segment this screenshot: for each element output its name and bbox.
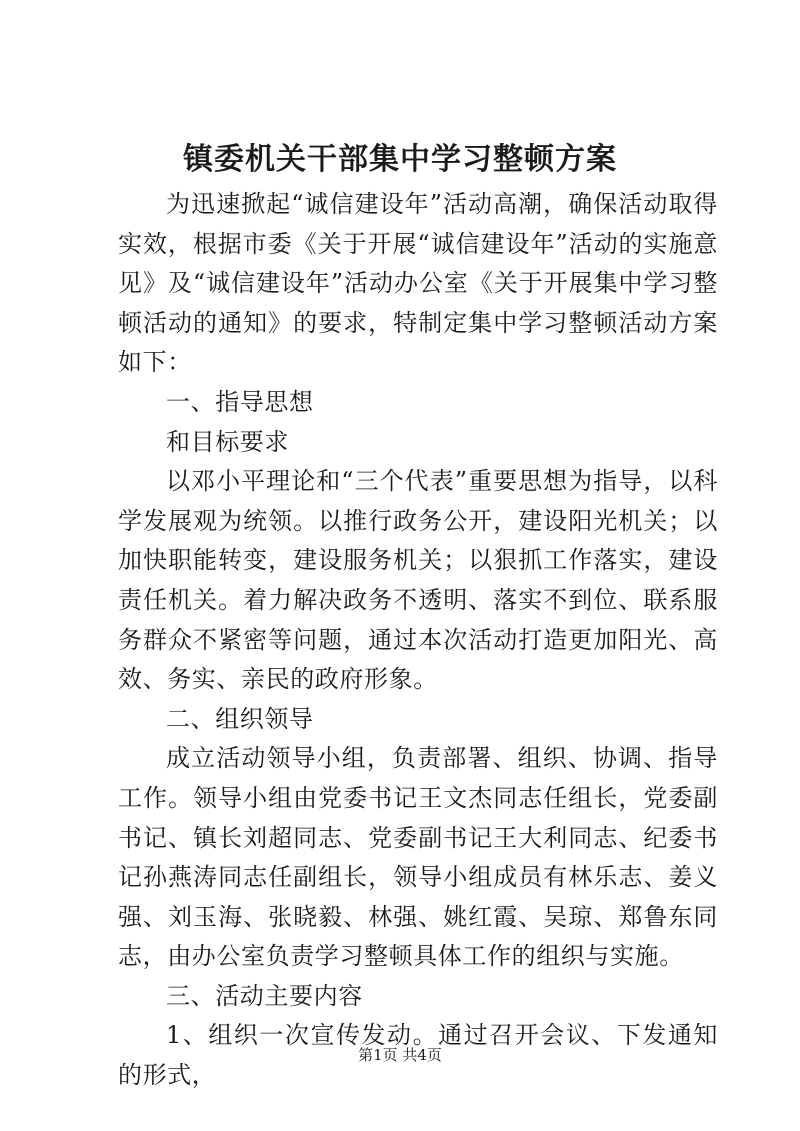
- document-body: [118, 185, 718, 1096]
- paragraph-guiding-ideology: 以邓小平理论和“三个代表”重要思想为指导，以科学发展观为统领。以推行政务公开，建设阳光机关；以加快职能转变，建设服务机关；以狠抓工作落实，建设责任机关。着力解决政务不透明、落实不到位、联系服务群众不紧密等问题，通过本次活动打造更加阳光、高效、务实、亲民的政府形象。: [118, 467, 718, 694]
- document-title: 镇委机关干部集中学习整顿方案: [183, 142, 617, 177]
- paragraph-organization: 成立活动领导小组，负责部署、组织、协调、指导工作。领导小组由党委书记王文杰同志任组长，党委副书记、镇长刘超同志、党委副书记王大利同志、纪委书记孙燕涛同志任副组长，领导小组成员有林乐志、姜义强、刘玉海、张晓毅、林强、姚红霞、吴琼、郑鲁东同志，由办公室负责学习整顿具体工作的组织与实施。: [118, 744, 718, 971]
- page-number-label: 第1页 共4页: [358, 1046, 442, 1064]
- paragraph-intro: 为迅速掀起“诚信建设年”活动高潮，确保活动取得实效，根据市委《关于开展“诚信建设年”活动的实施意见》及“诚信建设年”活动办公室《关于开展集中学习整顿活动的通知》的要求，特制定集中学习整顿活动方案如下：: [118, 190, 718, 377]
- section-heading-goals: 和目标要求: [166, 427, 289, 456]
- page-footer: [0, 1045, 800, 1065]
- paragraph-main-content-1: 1、组织一次宣传发动。通过召开会议、下发通知的形式，: [118, 1021, 718, 1090]
- section-heading-guiding-ideology: 一、指导思想: [166, 387, 314, 416]
- section-heading-organization: 二、组织领导: [166, 704, 314, 733]
- section-heading-main-content: 三、活动主要内容: [166, 981, 363, 1010]
